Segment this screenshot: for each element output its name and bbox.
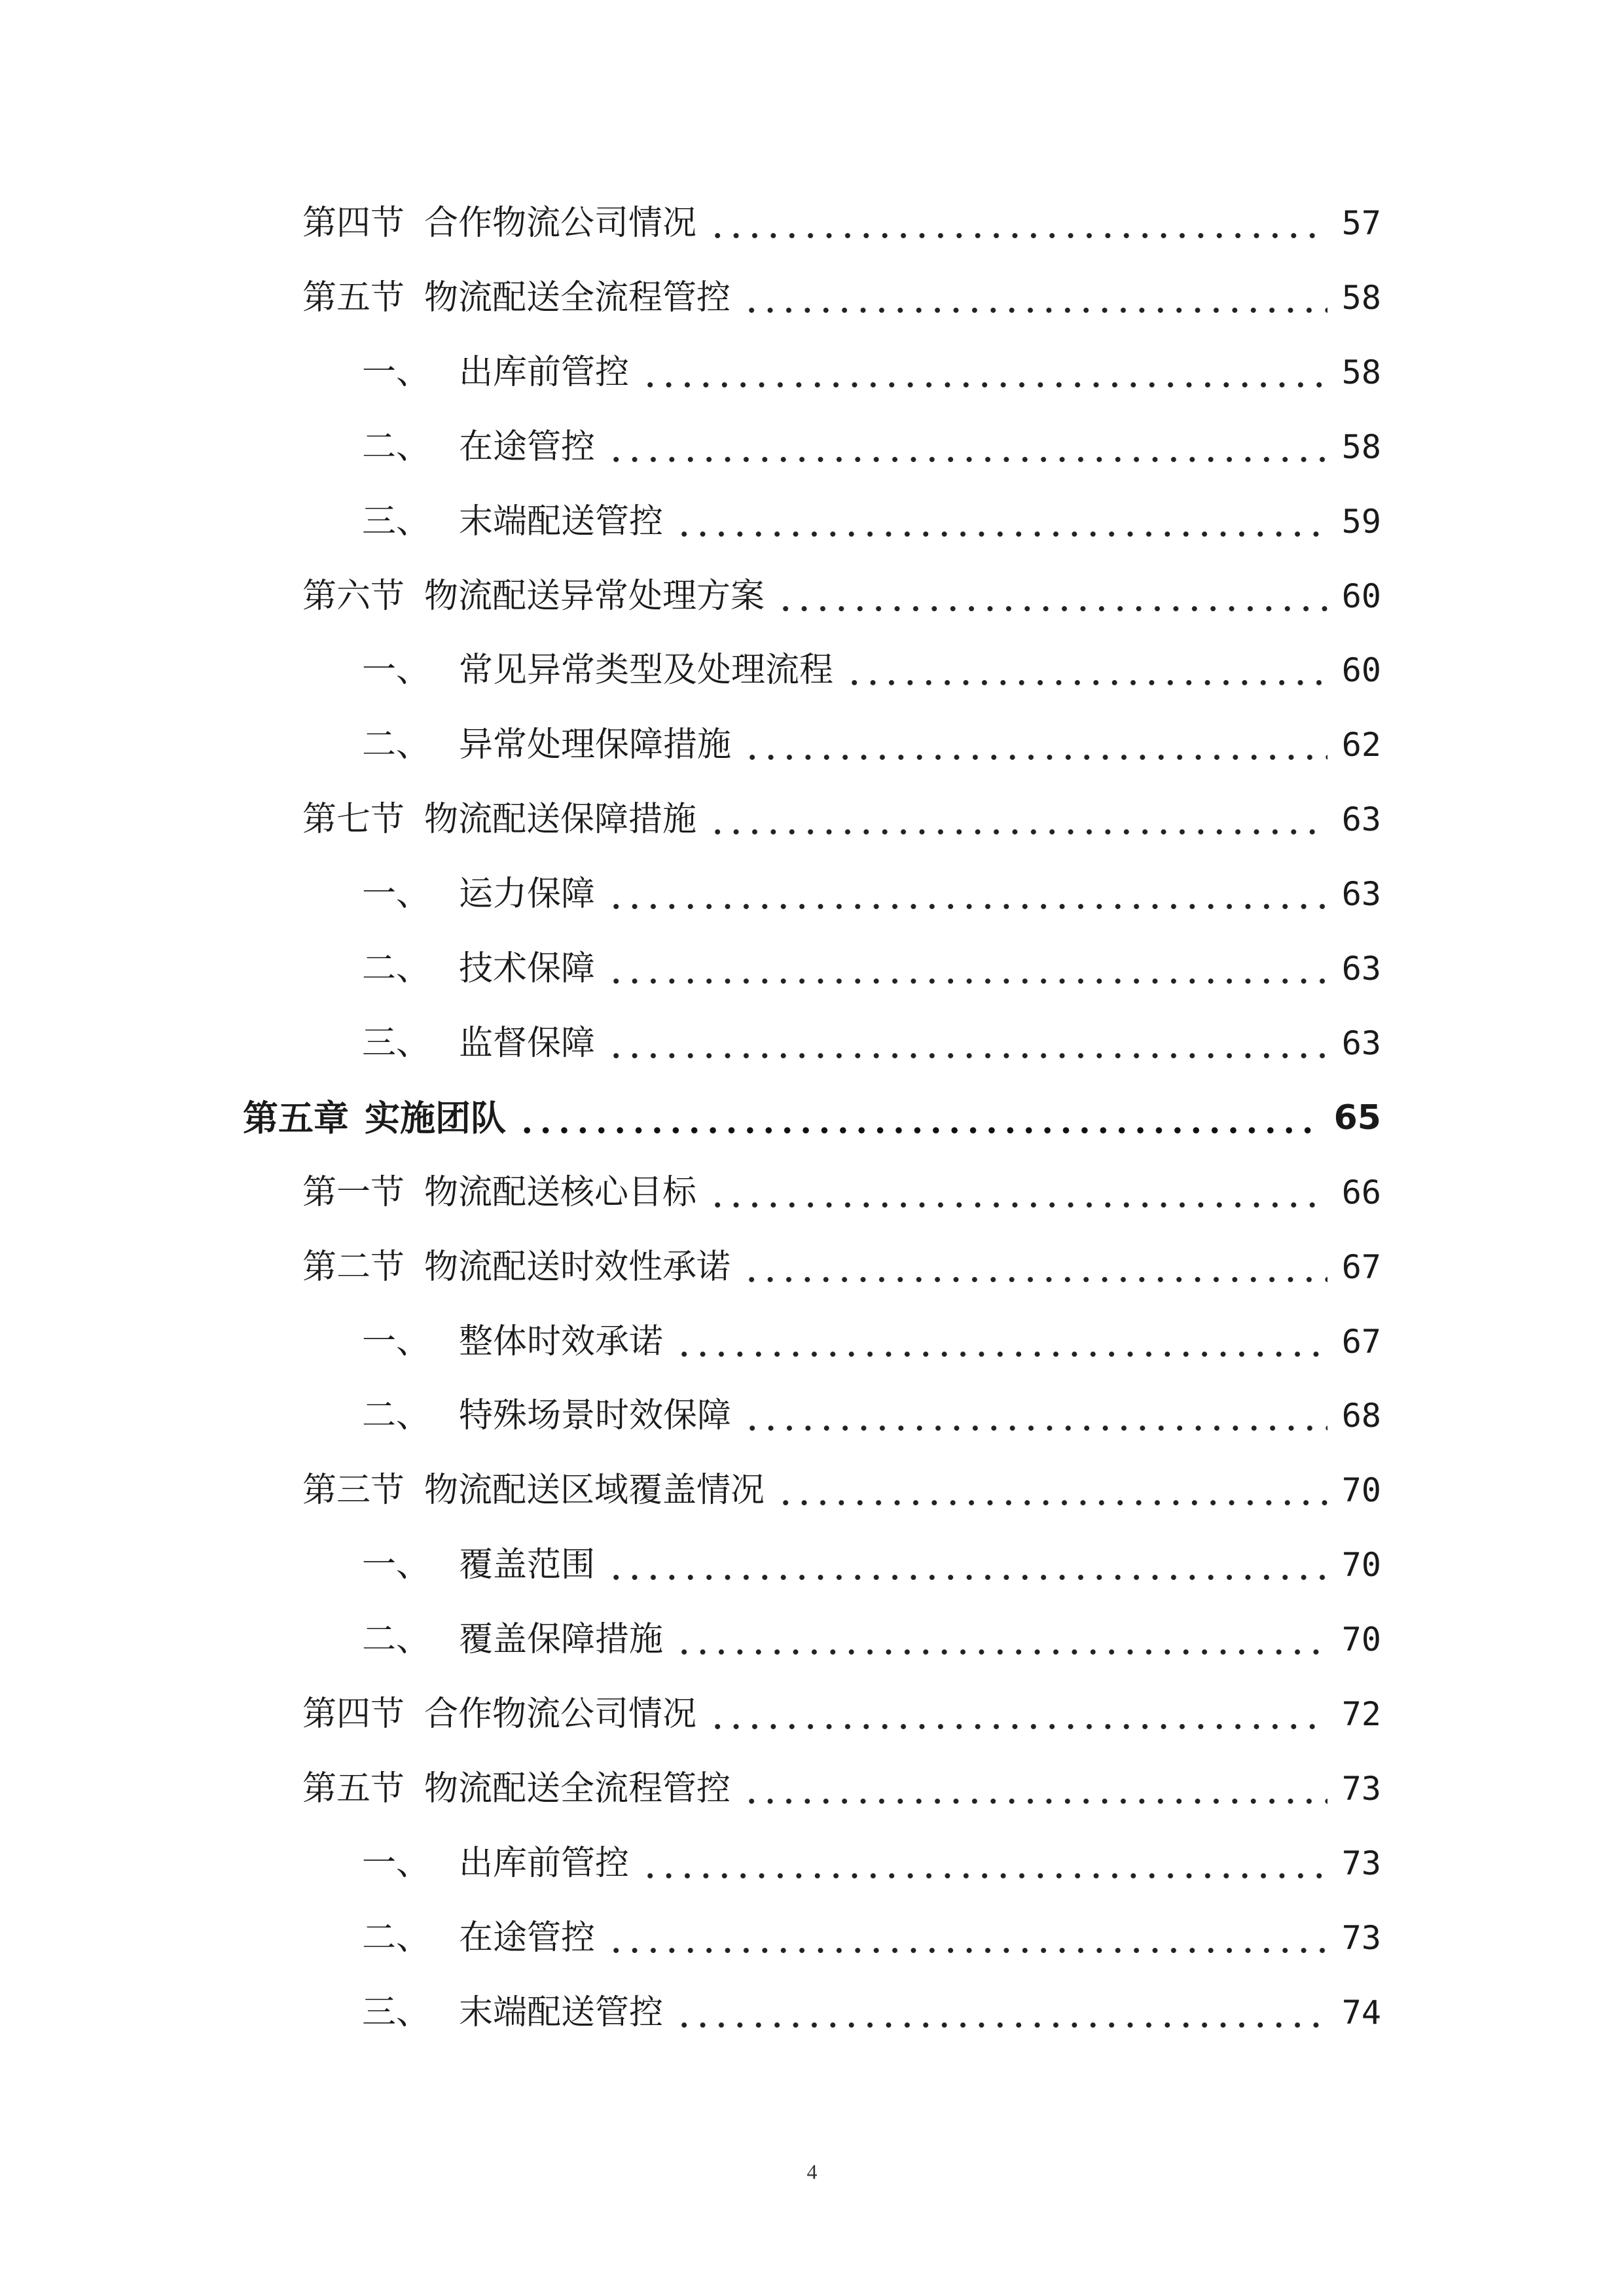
toc-entry-title: 物流配送全流程管控 <box>424 278 731 317</box>
toc-entry-prefix: 第三节 <box>302 1471 405 1511</box>
dot-leader <box>845 641 1327 700</box>
toc-entry-title: 物流配送异常处理方案 <box>424 576 765 616</box>
toc-entry-prefix: 第五节 <box>302 278 405 317</box>
toc-entry-page-number: 68 <box>1341 1397 1381 1435</box>
toc-entry-page-number: 58 <box>1341 353 1381 391</box>
toc-entry-page-number: 72 <box>1341 1695 1381 1733</box>
toc-entry-page-number: 60 <box>1341 577 1381 615</box>
toc-entry-title: 技术保障 <box>459 949 596 988</box>
dot-leader <box>742 268 1327 327</box>
toc-entry-page-number: 57 <box>1341 204 1381 242</box>
toc-entry-chapter[interactable] <box>243 1088 1381 1147</box>
toc-entry-prefix: 第五章 <box>243 1096 349 1139</box>
toc-entry-page-number: 66 <box>1341 1173 1381 1211</box>
toc-entry-prefix: 一、 <box>362 1321 431 1361</box>
dot-leader <box>641 1834 1327 1893</box>
toc-entry-title: 特殊场景时效保障 <box>459 1396 732 1436</box>
dot-leader <box>708 1685 1327 1744</box>
toc-entry-item[interactable] <box>362 1312 1381 1371</box>
toc-entry-page-number: 59 <box>1341 502 1381 541</box>
page-number-footer: 4 <box>806 2160 818 2183</box>
toc-entry-prefix: 第四节 <box>302 204 405 243</box>
dot-leader <box>675 492 1327 551</box>
toc-entry-title: 物流配送时效性承诺 <box>424 1247 731 1287</box>
dot-leader <box>675 1983 1327 2042</box>
toc-entry-prefix: 第四节 <box>302 1695 405 1734</box>
toc-entry-page-number: 63 <box>1341 800 1381 839</box>
toc-entry-title: 实施团队 <box>365 1096 506 1139</box>
dot-leader <box>742 1759 1327 1818</box>
toc-entry-item[interactable] <box>362 715 1381 774</box>
toc-entry-page-number: 65 <box>1333 1098 1381 1138</box>
toc-entry-section[interactable] <box>302 1163 1381 1222</box>
toc-entry-section[interactable] <box>302 194 1381 253</box>
toc-entry-page-number: 70 <box>1341 1546 1381 1585</box>
dot-leader <box>607 418 1327 476</box>
toc-entry-page-number: 73 <box>1341 1844 1381 1882</box>
toc-entry-prefix: 一、 <box>362 1843 431 1883</box>
toc-entry-title: 常见异常类型及处理流程 <box>459 651 834 691</box>
toc-entry-prefix: 第二节 <box>302 1247 405 1287</box>
toc-entry-prefix: 三、 <box>362 501 431 541</box>
toc-entry-prefix: 第五节 <box>302 1768 405 1808</box>
toc-entry-title: 合作物流公司情况 <box>424 204 697 243</box>
toc-entry-page-number: 70 <box>1341 1471 1381 1510</box>
dot-leader <box>776 1461 1327 1520</box>
toc-entry-page-number: 74 <box>1341 1993 1381 2032</box>
toc-entry-section[interactable] <box>302 1685 1381 1744</box>
dot-leader <box>607 1535 1327 1594</box>
dot-leader <box>708 790 1327 849</box>
toc-entry-page-number: 67 <box>1341 1247 1381 1286</box>
toc-entry-prefix: 二、 <box>362 1396 431 1436</box>
toc-entry-title: 物流配送保障措施 <box>424 800 697 840</box>
dot-leader <box>518 1088 1320 1147</box>
toc-entry-prefix: 第七节 <box>302 800 405 840</box>
toc-entry-prefix: 一、 <box>362 651 431 691</box>
toc-entry-prefix: 二、 <box>362 1620 431 1660</box>
dot-leader <box>607 1909 1327 1967</box>
toc-entry-title: 异常处理保障措施 <box>459 725 732 765</box>
toc-entry-item[interactable] <box>362 1014 1381 1073</box>
dot-leader <box>743 715 1327 774</box>
toc-entry-title: 整体时效承诺 <box>459 1321 664 1361</box>
toc-entry-prefix: 第六节 <box>302 576 405 616</box>
toc-entry-title: 末端配送管控 <box>459 1992 664 2032</box>
toc-entry-prefix: 三、 <box>362 1992 431 2032</box>
toc-entry-section[interactable] <box>302 268 1381 327</box>
toc-entry-prefix: 一、 <box>362 1545 431 1585</box>
toc-entry-page-number: 63 <box>1341 875 1381 914</box>
toc-entry-item[interactable] <box>362 1386 1381 1445</box>
dot-leader <box>742 1238 1327 1297</box>
toc-entry-page-number: 63 <box>1341 950 1381 988</box>
toc-entry-item[interactable] <box>362 939 1381 998</box>
toc-entry-title: 物流配送全流程管控 <box>424 1768 731 1808</box>
toc-entry-prefix: 三、 <box>362 1023 431 1063</box>
toc-entry-title: 运力保障 <box>459 874 596 914</box>
toc-entry-title: 监督保障 <box>459 1023 596 1063</box>
toc-entry-title: 出库前管控 <box>459 1843 630 1883</box>
toc-entry-title: 覆盖范围 <box>459 1545 596 1585</box>
dot-leader <box>743 1386 1327 1445</box>
toc-entry-item[interactable] <box>362 1909 1381 1967</box>
toc-entry-item[interactable] <box>362 1834 1381 1893</box>
toc-entry-prefix: 二、 <box>362 427 431 467</box>
toc-entry-prefix: 二、 <box>362 949 431 988</box>
toc-entry-section[interactable] <box>302 1238 1381 1297</box>
toc-entry-title: 物流配送核心目标 <box>424 1172 697 1212</box>
dot-leader <box>675 1610 1327 1669</box>
toc-entry-prefix: 第一节 <box>302 1172 405 1212</box>
toc-entry-prefix: 二、 <box>362 725 431 765</box>
toc-entry-prefix: 二、 <box>362 1918 431 1958</box>
toc-entry-item[interactable] <box>362 1535 1381 1594</box>
toc-entry-page-number: 62 <box>1341 726 1381 764</box>
toc-entry-page-number: 58 <box>1341 427 1381 466</box>
toc-entry-page-number: 67 <box>1341 1322 1381 1361</box>
toc-entry-section[interactable] <box>302 567 1381 626</box>
toc-entry-item[interactable] <box>362 641 1381 700</box>
dot-leader <box>675 1312 1327 1371</box>
dot-leader <box>607 865 1327 924</box>
toc-entry-page-number: 63 <box>1341 1024 1381 1062</box>
toc-entry-title: 物流配送区域覆盖情况 <box>424 1471 765 1511</box>
toc-entry-title: 出库前管控 <box>459 352 630 392</box>
toc-entry-page-number: 73 <box>1341 1769 1381 1808</box>
toc-entry-item[interactable] <box>362 1610 1381 1669</box>
dot-leader <box>776 567 1327 626</box>
toc-entry-title: 在途管控 <box>459 427 596 467</box>
toc-entry-item[interactable] <box>362 492 1381 551</box>
dot-leader <box>607 939 1327 998</box>
toc-entry-prefix: 一、 <box>362 352 431 392</box>
toc-entry-item[interactable] <box>362 1983 1381 2042</box>
toc-entry-section[interactable] <box>302 1461 1381 1520</box>
toc-entry-title: 在途管控 <box>459 1918 596 1958</box>
toc-entry-prefix: 一、 <box>362 874 431 914</box>
toc-entry-title: 覆盖保障措施 <box>459 1620 664 1660</box>
toc-entry-title: 末端配送管控 <box>459 501 664 541</box>
toc-entry-page-number: 70 <box>1341 1621 1381 1659</box>
toc-entry-section[interactable] <box>302 790 1381 849</box>
dot-leader <box>641 343 1327 402</box>
dot-leader <box>607 1014 1327 1073</box>
toc-entry-item[interactable] <box>362 343 1381 402</box>
toc-entry-item[interactable] <box>362 418 1381 476</box>
dot-leader <box>708 194 1327 253</box>
toc-entry-section[interactable] <box>302 1759 1381 1818</box>
toc-entry-title: 合作物流公司情况 <box>424 1695 697 1734</box>
toc-entry-item[interactable] <box>362 865 1381 924</box>
toc-entry-page-number: 73 <box>1341 1918 1381 1957</box>
toc-entry-page-number: 58 <box>1341 278 1381 317</box>
dot-leader <box>708 1163 1327 1222</box>
toc-entry-page-number: 60 <box>1341 651 1381 690</box>
